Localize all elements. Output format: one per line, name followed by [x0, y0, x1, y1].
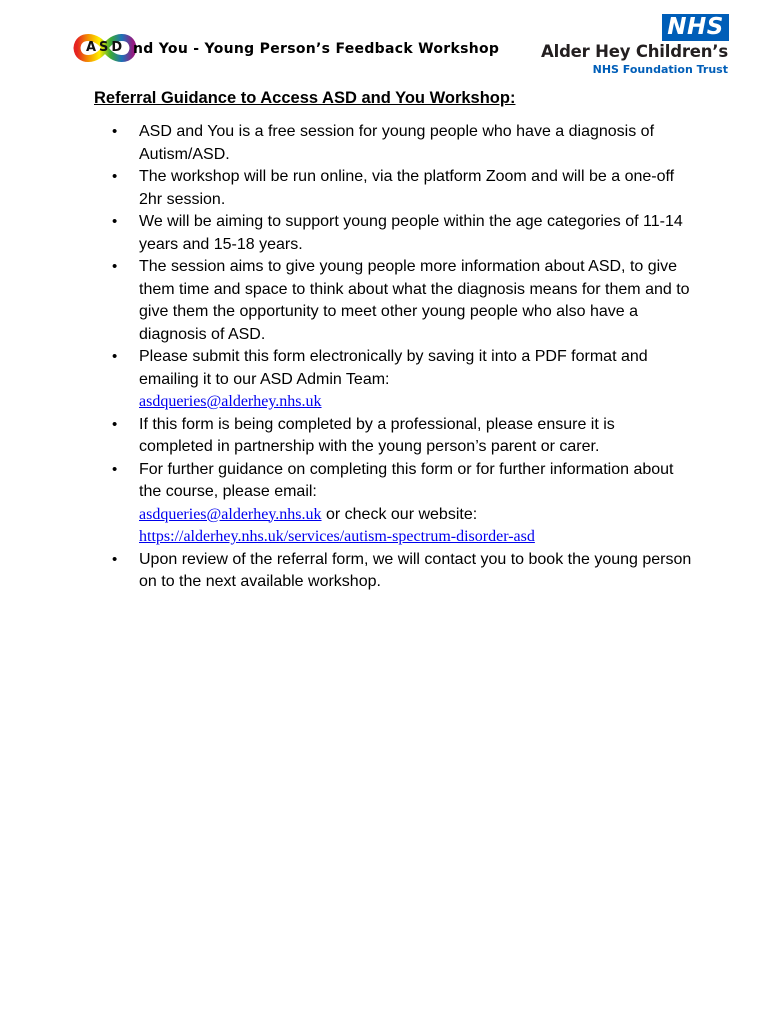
list-item-text: We will be aiming to support young people within the age categories of 11-14 years and 15-18 years.	[139, 213, 683, 253]
list-item-text: The session aims to give young people more information about ASD, to give them time and space to think about what the diagnosis means for them and to give them the opportunity to meet other young people who also have a diagnosis of ASD.	[139, 258, 690, 343]
list-item-text: Please submit this form electronically by saving it into a PDF format and emailing it to our ASD Admin Team:	[139, 348, 648, 388]
bullet-icon: •	[112, 168, 118, 185]
asd-infinity-logo	[72, 27, 138, 69]
organisation-name: Alder Hey Children’s	[541, 42, 728, 61]
bullet-icon: •	[112, 123, 118, 140]
page-heading: Referral Guidance to Access ASD and You Workshop:	[94, 89, 516, 107]
guidance-email-link[interactable]: asdqueries@alderhey.nhs.uk	[139, 505, 322, 523]
organisation-subtitle: NHS Foundation Trust	[592, 63, 728, 76]
header-title: nd You - Young Person’s Feedback Workshop	[133, 41, 500, 57]
list-item-text: For further guidance on completing this form or for further information about the course, please email:	[139, 460, 674, 500]
bullet-icon: •	[112, 460, 118, 478]
bullet-icon: •	[112, 258, 118, 275]
list-item-text: Upon review of the referral form, we will contact you to book the young person on to the next available workshop.	[139, 550, 692, 590]
list-item	[112, 414, 692, 459]
logo-letters: ASD	[86, 40, 126, 55]
list-item	[112, 459, 692, 549]
admin-email-link[interactable]: asdqueries@alderhey.nhs.uk	[139, 393, 322, 410]
list-item	[112, 549, 692, 594]
bullet-icon: •	[112, 348, 118, 365]
nhs-logo: NHS	[662, 14, 729, 41]
document-header	[0, 0, 770, 85]
bullet-icon: •	[112, 415, 118, 433]
list-item	[112, 121, 692, 166]
list-item	[112, 346, 692, 414]
list-item	[112, 211, 692, 256]
website-link[interactable]: https://alderhey.nhs.uk/services/autism-spectrum-disorder-asd	[139, 528, 535, 545]
list-item	[112, 256, 692, 346]
bullet-icon: •	[112, 550, 118, 568]
website-intro-text: or check our website:	[321, 505, 478, 523]
list-item-text: If this form is being completed by a professional, please ensure it is completed in partnership with the young person’s parent or carer.	[139, 415, 615, 455]
list-item-text: ASD and You is a free session for young people who have a diagnosis of Autism/ASD.	[139, 123, 655, 163]
list-item	[112, 166, 692, 211]
bullet-icon: •	[112, 213, 118, 230]
guidance-list	[112, 121, 692, 594]
list-item-text: The workshop will be run online, via the platform Zoom and will be a one-off 2hr session.	[139, 168, 675, 208]
